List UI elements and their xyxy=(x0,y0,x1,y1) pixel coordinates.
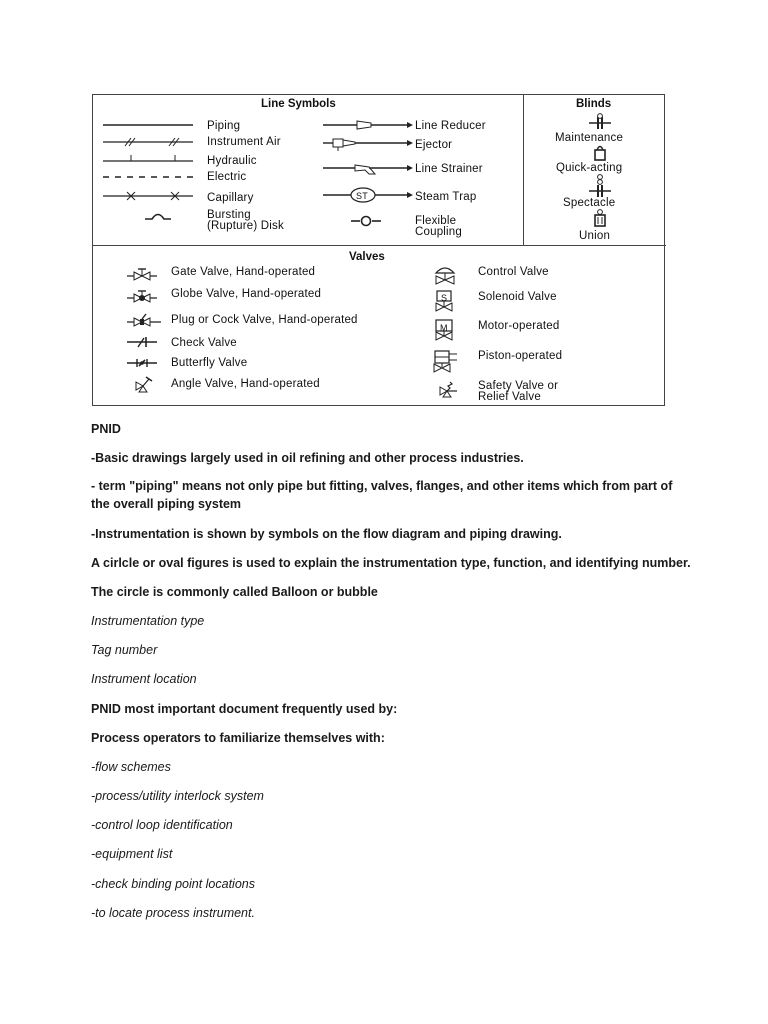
spectacle-label: Spectacle xyxy=(563,197,616,209)
capillary-label: Capillary xyxy=(207,192,254,204)
quick-acting-label: Quick-acting xyxy=(556,162,623,174)
instrumentation-rest: is shown by symbols on the flow diagram and piping drawing. xyxy=(189,527,562,541)
union-label: Union xyxy=(579,230,611,242)
piston-operated-valve-icon xyxy=(431,349,461,375)
plug-valve-label: Plug or Cock Valve, Hand-operated xyxy=(171,314,358,326)
maintenance-label: Maintenance xyxy=(555,132,624,144)
control-valve-icon xyxy=(431,265,459,287)
line-strainer-icon xyxy=(323,162,413,176)
list-item: -process/utility interlock system xyxy=(91,789,264,803)
piping-term-bold: "piping" xyxy=(129,479,179,493)
control-valve-label: Control Valve xyxy=(478,266,549,278)
piping-line-icon xyxy=(103,120,193,130)
list-item: -to locate process instrument. xyxy=(91,906,255,920)
electric-line-icon xyxy=(103,173,193,181)
steam-trap-label: Steam Trap xyxy=(415,191,477,203)
piping-label: Piping xyxy=(207,120,241,132)
spectacle-blind-icon xyxy=(589,174,611,198)
legend-horizontal-divider xyxy=(93,245,666,246)
butterfly-valve-label: Butterfly Valve xyxy=(171,357,248,369)
check-valve-icon xyxy=(127,336,157,348)
pnid-symbol-legend xyxy=(92,94,665,406)
flexible-coupling-icon xyxy=(351,215,381,227)
list-item: -check binding point locations xyxy=(91,877,255,891)
italic-item-instrumentation-type: Instrumentation type xyxy=(91,614,205,628)
butterfly-valve-icon xyxy=(127,356,157,368)
electric-label: Electric xyxy=(207,171,247,183)
italic-item-instrument-location: Instrument location xyxy=(91,672,197,686)
steam-trap-icon xyxy=(323,187,413,203)
plug-valve-icon xyxy=(127,313,161,327)
safety-valve-icon xyxy=(437,381,459,399)
instrument-air-line-icon xyxy=(103,137,193,147)
gate-valve-label: Gate Valve, Hand-operated xyxy=(171,266,316,278)
maintenance-blind-icon xyxy=(589,113,611,129)
blinds-title: Blinds xyxy=(576,98,612,110)
rupture-disk-icon xyxy=(143,210,173,222)
instrument-air-label: Instrument Air xyxy=(207,136,281,148)
steam-trap-symbol-text: ST xyxy=(356,191,368,201)
paragraph-circle-figures: A cirlcle or oval figures is used to explain the instrumentation type, function, and identifying number. xyxy=(91,556,691,570)
solenoid-symbol-text: S xyxy=(441,293,448,303)
piping-term-prefix: - term xyxy=(91,479,130,493)
ejector-icon xyxy=(323,137,413,151)
globe-valve-label: Globe Valve, Hand-operated xyxy=(171,288,322,300)
angle-valve-label: Angle Valve, Hand-operated xyxy=(171,378,320,390)
ejector-label: Ejector xyxy=(415,139,453,151)
paragraph-process-operators: Process operators to familiarize themselves with: xyxy=(91,731,385,745)
paragraph-instrumentation xyxy=(91,527,562,541)
piston-operated-label: Piston-operated xyxy=(478,350,563,362)
line-reducer-icon xyxy=(323,119,413,131)
list-item: -flow schemes xyxy=(91,760,171,774)
motor-operated-label: Motor-operated xyxy=(478,320,560,332)
italic-item-tag-number: Tag number xyxy=(91,643,158,657)
hydraulic-line-icon xyxy=(103,154,193,166)
instrumentation-bold: -Instrumentation xyxy=(91,527,190,541)
list-item: -control loop identification xyxy=(91,818,233,832)
line-symbols-title: Line Symbols xyxy=(261,98,336,110)
union-blind-icon xyxy=(593,209,607,227)
rupture-disk-label: Bursting (Rupture) Disk xyxy=(207,209,284,232)
globe-valve-icon xyxy=(127,289,157,303)
angle-valve-icon xyxy=(133,376,153,392)
paragraph-balloon: The circle is commonly called Balloon or bubble xyxy=(91,585,378,599)
quick-acting-blind-icon xyxy=(593,144,607,161)
legend-vertical-divider xyxy=(523,95,524,245)
line-reducer-label: Line Reducer xyxy=(415,120,486,132)
solenoid-valve-label: Solenoid Valve xyxy=(478,291,557,303)
hydraulic-label: Hydraulic xyxy=(207,155,257,167)
check-valve-label: Check Valve xyxy=(171,337,237,349)
paragraph-basic-drawings: -Basic drawings largely used in oil refining and other process industries. xyxy=(91,451,524,465)
safety-valve-label: Safety Valve or Relief Valve xyxy=(478,380,559,403)
paragraph-most-important: PNID most important document frequently used by: xyxy=(91,702,398,716)
paragraph-piping-term xyxy=(91,477,681,513)
motor-symbol-text: M xyxy=(440,323,448,333)
capillary-line-icon xyxy=(103,191,193,201)
list-item: -equipment list xyxy=(91,847,173,861)
valves-title: Valves xyxy=(349,251,385,263)
pnid-heading: PNID xyxy=(91,422,121,436)
piping-term-rest: means not only pipe but fitting, valves, flanges, and other items which from part of the overall piping system xyxy=(91,479,673,511)
gate-valve-icon xyxy=(127,267,157,281)
flexible-coupling-label: Flexible Coupling xyxy=(415,215,462,238)
line-strainer-label: Line Strainer xyxy=(415,163,483,175)
